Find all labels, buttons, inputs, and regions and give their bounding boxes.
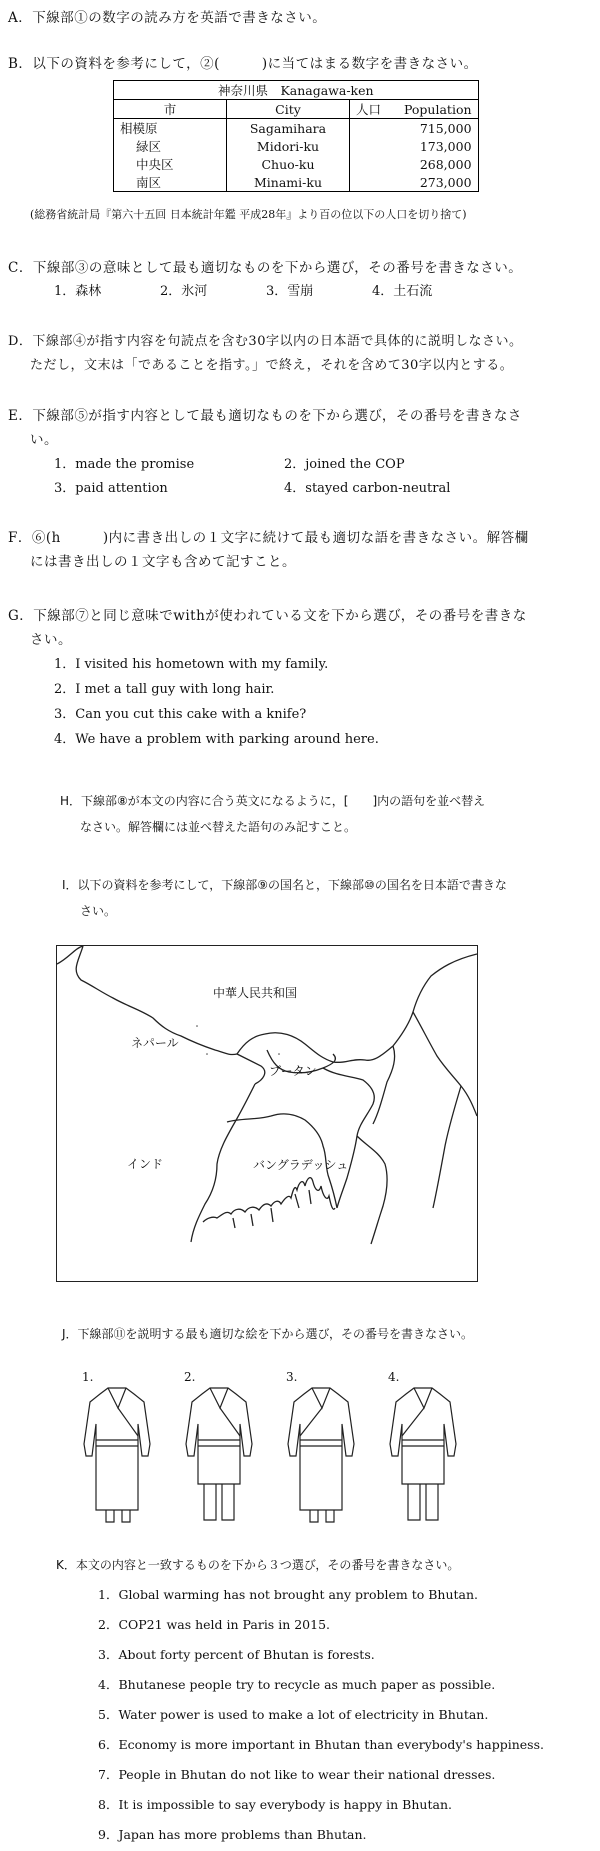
option: 3．About forty percent of Bhutan is forests.	[98, 1647, 375, 1662]
option: 1．made the promise	[54, 457, 195, 472]
option: 4．Bhutanese people try to recycle as much paper as possible.	[98, 1677, 496, 1692]
map-label-china: 中華人民共和国	[213, 986, 298, 1000]
question-h-cont: なさい。解答欄には並べ替えた語句のみ記すこと。	[80, 820, 357, 834]
question-h: H．下線部⑧が本文の内容に合う英文になるように，[ ]内の語句を並べ替え	[60, 794, 486, 808]
option: 4．stayed carbon-neutral	[284, 481, 451, 496]
choice-number: 1.	[82, 1370, 94, 1384]
question-g: G．下線部⑦と同じ意味でwithが使われている文を下から選び，その番号を書きな	[8, 608, 527, 624]
table-header: Population	[398, 100, 478, 119]
option: 6．Economy is more important in Bhutan than everybody's happiness.	[98, 1737, 544, 1752]
robe-illustration-1	[82, 1384, 152, 1524]
option: 2．I met a tall guy with long hair.	[54, 682, 275, 697]
question-e-cont: い。	[30, 432, 58, 448]
robe-illustration-3	[286, 1384, 356, 1524]
option: 2．COP21 was held in Paris in 2015.	[98, 1617, 331, 1632]
question-a: A．下線部①の数字の読み方を英語で書きなさい。	[8, 10, 327, 26]
table-row: 南区 Minami-ku 273,000	[114, 173, 479, 192]
choice-number: 4.	[388, 1370, 400, 1384]
option: 3．Can you cut this cake with a knife?	[54, 707, 307, 722]
question-k: K．本文の内容と一致するものを下から３つ選び，その番号を書きなさい。	[56, 1558, 460, 1572]
question-d: D．下線部④が指す内容を句読点を含む30字以内の日本語で具体的に説明しなさい。	[8, 334, 523, 349]
option: 7．People in Bhutan do not like to wear their national dresses.	[98, 1767, 496, 1782]
population-table	[113, 80, 479, 192]
robe-illustration-2	[184, 1384, 254, 1524]
option: 1．Global warming has not brought any problem to Bhutan.	[98, 1587, 479, 1602]
table-source: (総務省統計局『第六十五回 日本統計年鑑 平成28年』より百の位以下の人口を切り捨て)	[30, 208, 467, 221]
option: 1．I visited his hometown with my family.	[54, 657, 329, 672]
map-label-nepal: ネパール	[131, 1036, 179, 1050]
question-i-cont: さい。	[80, 904, 117, 918]
map-label-bhutan: ブータン	[269, 1064, 317, 1078]
table-row: 相模原 Sagamihara 715,000	[114, 119, 479, 138]
table-row: 緑区 Midori-ku 173,000	[114, 137, 479, 155]
region-map	[56, 945, 478, 1282]
choice-number: 3.	[286, 1370, 298, 1384]
table-row: 中央区 Chuo-ku 268,000	[114, 155, 479, 173]
question-g-cont: さい。	[30, 632, 72, 648]
option: 4．We have a problem with parking around here.	[54, 732, 379, 747]
option: 1．森林	[54, 284, 102, 299]
table-header: City	[227, 100, 350, 119]
map-label-bangladesh: バングラデッシュ	[253, 1158, 349, 1172]
choice-number: 2.	[184, 1370, 196, 1384]
question-d-cont: ただし，文末は「であることを指す。」で終え，それを含めて30字以内とする。	[30, 358, 514, 373]
question-c: C．下線部③の意味として最も適切なものを下から選び，その番号を書きなさい。	[8, 260, 523, 276]
question-i: I．以下の資料を参考にして，下線部⑨の国名と，下線部⑩の国名を日本語で書きな	[62, 878, 507, 892]
question-e: E．下線部⑤が指す内容として最も適切なものを下から選び，その番号を書きなさ	[8, 408, 522, 424]
robe-illustration-4	[388, 1384, 458, 1524]
option: 3．雪崩	[266, 284, 314, 299]
option: 3．paid attention	[54, 481, 168, 496]
question-f-cont: には書き出しの１文字も含めて記すこと。	[30, 554, 296, 570]
table-header: 人口	[350, 100, 399, 119]
table-header: 市	[114, 100, 227, 119]
option: 9．Japan has more problems than Bhutan.	[98, 1827, 367, 1842]
option: 8．It is impossible to say everybody is happy in Bhutan.	[98, 1797, 452, 1812]
option: 2．氷河	[160, 284, 208, 299]
map-label-india: インド	[127, 1157, 164, 1171]
question-j: J．下線部⑪を説明する最も適切な絵を下から選び，その番号を書きなさい。	[62, 1327, 474, 1341]
question-f: F．⑥(h )内に書き出しの１文字に続けて最も適切な語を書きなさい。解答欄	[8, 530, 529, 546]
option: 2．joined the COP	[284, 457, 405, 472]
option: 5．Water power is used to make a lot of electricity in Bhutan.	[98, 1707, 489, 1722]
question-b: B．以下の資料を参考にして，②( )に当てはまる数字を書きなさい。	[8, 56, 478, 72]
option: 4．土石流	[372, 284, 433, 299]
table-title: 神奈川県 Kanagawa-ken	[114, 81, 479, 100]
